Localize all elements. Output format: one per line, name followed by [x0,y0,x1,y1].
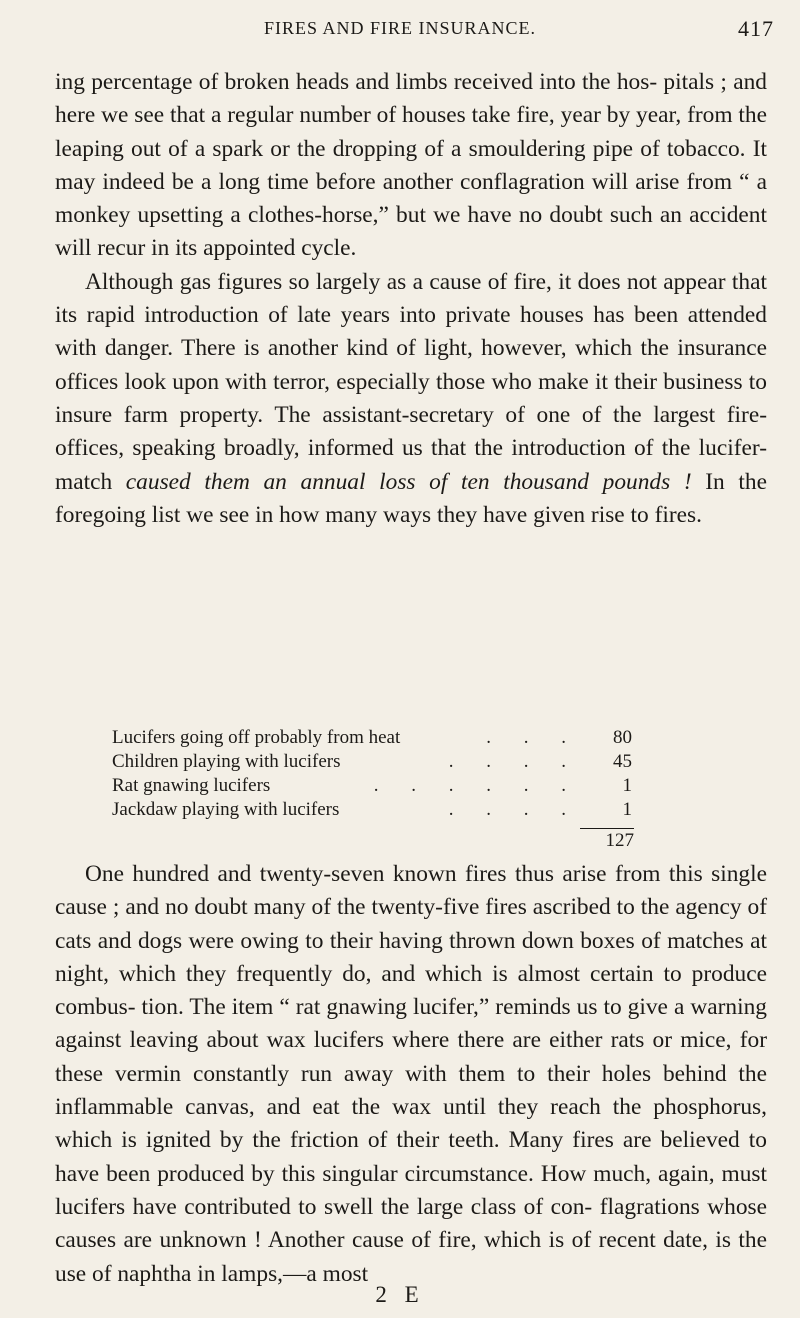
page-number: 417 [738,16,774,41]
row-label: Lucifers going off probably from heat [112,727,401,748]
table-row [112,726,632,750]
paragraph-2-tail: In the foregoing list we see in how many ways they have given rise to fires. [55,468,767,528]
signature-mark: 2 E [375,1282,425,1307]
table-row [112,774,632,798]
italic-phrase: caused them an annual loss of ten thousand pounds ! [125,468,692,495]
row-label: Rat gnawing lucifers [112,775,271,796]
table-row [112,750,632,774]
row-value: 80 [613,727,632,748]
row-label: Children playing with lucifers [112,751,341,772]
body-text [55,66,767,532]
leader-dots: . . . . [448,799,580,820]
row-label: Jackdaw playing with lucifers [112,799,340,820]
body-text-continued [55,858,767,1291]
running-title: FIRES AND FIRE INSURANCE. [263,18,537,38]
row-value: 1 [622,799,632,820]
leader-dots: . . . . [448,751,580,772]
leader-dots: . . . . . . [373,775,580,796]
paragraph-3: One hundred and twenty-seven known fires thus arise from this single cause ; and no doubt many of the twenty-five fires ascribed to the agency of cats and dogs were owing to their having thrown down boxes of matches at night, which they frequently do, and which is almost certain to produce combus- tion. The item “ rat gnawing lucifer,” reminds us to give a warning against leaving about wax lucifers where there are either rats or mice, for these vermin constantly run away with them to their holes behind the inflammable canvas, and eat the wax until they reach the phosphorus, which is ignited by the friction of their teeth. Many fires are believed to have been produced by this singular circumstance. How much, again, must lucifers have contributed to swell the large class of con- flagrations whose causes are unknown ! Another cause of fire, which is of recent date, is the use of naphtha in lamps,—a most [55,861,767,1287]
paragraph-2 [55,266,767,532]
running-head [0,18,800,44]
total-rule [580,828,634,829]
paragraph-1: ing percentage of broken heads and limbs received into the hos- pitals ; and here we see that a regular number of houses take fire, year by year, from the leaping out of a spark or the dropping of a smouldering pipe of tobacco. It may indeed be a long time before another conflagration will arise from “ a monkey upsetting a clothes-horse,” but we have no doubt such an accident will recur in its appointed cycle. [55,69,767,262]
paragraph-2-text: Although gas figures so largely as a cause of fire, it does not appear that its rapid introduction of late years into private houses has been attended with danger. There is another kind of light, however, which the insurance offices look upon with terror, especially those who make it their business to insure farm property. The assistant-secretary of one of the largest fire-offices, speaking broadly, informed us that the introduction of the lucifer-match [55,268,767,495]
table-total: 127 [605,830,634,851]
row-value: 45 [613,751,632,772]
leader-dots: . . . [486,727,580,748]
row-value: 1 [622,775,632,796]
fire-cause-table [112,726,632,822]
table-row [112,798,632,822]
